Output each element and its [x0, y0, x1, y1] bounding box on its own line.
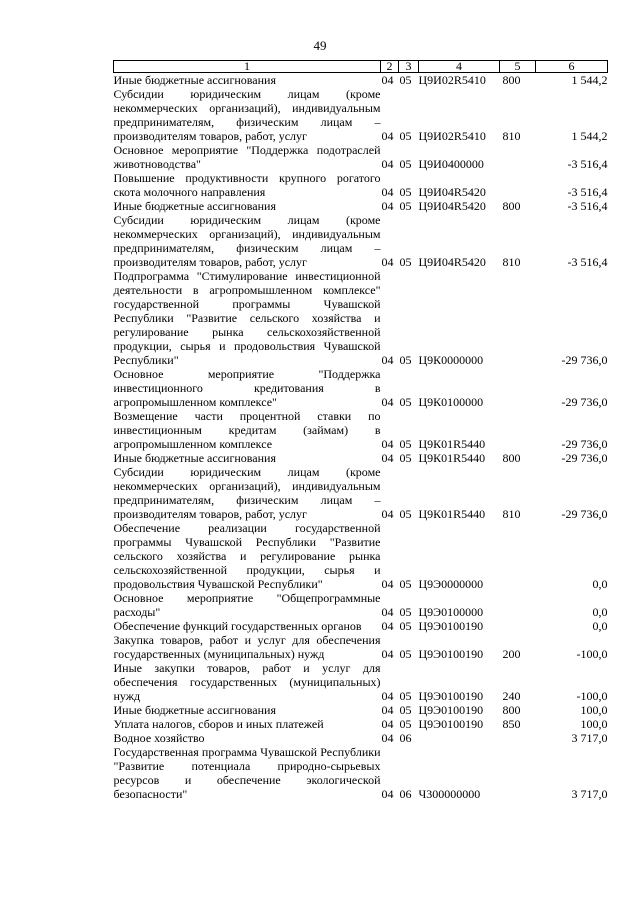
- row-amount: 0,0: [592, 577, 608, 591]
- row-subsection-code: 05: [399, 703, 412, 717]
- table-row: [114, 731, 608, 745]
- row-target-code: Ц9К0000000: [418, 353, 484, 367]
- row-subsection-code: 05: [399, 451, 412, 465]
- row-name: Закупка товаров, работ и услуг для обеспечения государственных (муниципальных) нужд: [113, 633, 381, 661]
- header-row: [114, 61, 608, 73]
- table-row: [114, 633, 608, 661]
- row-section-code: 04: [381, 185, 394, 199]
- row-section-code: 04: [381, 73, 394, 87]
- row-target-code: Ц9И02R5410: [418, 73, 486, 87]
- page-number: 49: [313, 38, 327, 53]
- table-row: [114, 451, 608, 465]
- row-expense-type: 200: [502, 647, 521, 661]
- row-section-code: 04: [381, 619, 394, 633]
- table-row: [114, 213, 608, 269]
- row-expense-type: [500, 745, 536, 801]
- header-col-6: 6: [536, 61, 608, 73]
- row-expense-type: 810: [502, 507, 521, 521]
- row-name: Уплата налогов, сборов и иных платежей: [113, 717, 324, 731]
- row-amount: 100,0: [580, 703, 608, 717]
- row-section-code: 04: [381, 395, 394, 409]
- row-target-code: Ц9К01R5440: [418, 507, 486, 521]
- row-section-code: 04: [381, 437, 394, 451]
- row-target-code: Ц9Э0100190: [418, 717, 484, 731]
- row-name: Подпрограмма "Стимулирование инвестиционной деятельности в агропромышленном комплексе" государственной программы Чувашской Республики "Развитие сельского хозяйства и регулирование рынка сельскохозяйственной продукции, сырья и продовольствия Чувашской Республики": [113, 269, 381, 367]
- row-amount: -3 516,4: [567, 157, 608, 171]
- row-name: Обеспечение реализации государственной программы Чувашской Республики "Развитие сельского хозяйства и регулирование рынка сельскохозяйственной продукции, сырья и продовольствия Чувашской Республики": [113, 521, 381, 591]
- row-expense-type: [500, 619, 536, 633]
- row-target-code: Ц9К01R5440: [418, 437, 486, 451]
- row-target-code: Ц9Э0100190: [418, 703, 484, 717]
- row-amount: -3 516,4: [567, 255, 608, 269]
- row-subsection-code: 05: [399, 577, 412, 591]
- row-name: Субсидии юридическим лицам (кроме некоммерческих организаций), индивидуальным предпринимателям, физическим лицам – производителям товаров, работ, услуг: [113, 213, 381, 269]
- row-target-code: Ц9Э0100190: [418, 689, 484, 703]
- row-section-code: 04: [381, 787, 394, 801]
- row-expense-type: 810: [502, 255, 521, 269]
- table-row: [114, 661, 608, 703]
- table-row: [114, 703, 608, 717]
- row-expense-type: [500, 731, 536, 745]
- row-amount: -100,0: [576, 689, 608, 703]
- row-section-code: 04: [381, 507, 394, 521]
- row-subsection-code: 05: [399, 255, 412, 269]
- row-expense-type: 850: [502, 717, 521, 731]
- row-section-code: 04: [381, 157, 394, 171]
- row-expense-type: 240: [502, 689, 521, 703]
- row-amount: -29 736,0: [561, 395, 608, 409]
- row-subsection-code: 06: [399, 787, 412, 801]
- row-target-code: Ц9Э0100000: [418, 605, 484, 619]
- row-expense-type: 800: [502, 73, 521, 87]
- row-name: Иные бюджетные ассигнования: [113, 73, 276, 87]
- row-amount: 1 544,2: [571, 129, 608, 143]
- table-row: [114, 143, 608, 171]
- row-amount: 3 717,0: [571, 787, 608, 801]
- row-name: Иные бюджетные ассигнования: [113, 703, 276, 717]
- row-expense-type: [500, 367, 536, 409]
- row-target-code: Ц9Э0100190: [418, 619, 484, 633]
- row-section-code: 04: [381, 605, 394, 619]
- row-name: Субсидии юридическим лицам (кроме некоммерческих организаций), индивидуальным предпринимателям, физическим лицам – производителям товаров, работ, услуг: [113, 465, 381, 521]
- row-amount: -29 736,0: [561, 451, 608, 465]
- row-section-code: 04: [381, 703, 394, 717]
- row-amount: 100,0: [580, 717, 608, 731]
- table-row: [114, 521, 608, 591]
- row-target-code: Ц9И02R5410: [418, 129, 486, 143]
- row-section-code: 04: [381, 129, 394, 143]
- row-amount: 0,0: [592, 605, 608, 619]
- row-amount: 0,0: [592, 619, 608, 633]
- row-subsection-code: 05: [399, 199, 412, 213]
- row-amount: -29 736,0: [561, 507, 608, 521]
- row-name: Повышение продуктивности крупного рогатого скота молочного направления: [113, 171, 381, 199]
- table-row: [114, 73, 608, 88]
- row-target-code: Ц9К01R5440: [418, 451, 486, 465]
- row-amount: -29 736,0: [561, 437, 608, 451]
- row-name: Субсидии юридическим лицам (кроме некоммерческих организаций), индивидуальным предпринимателям, физическим лицам – производителям товаров, работ, услуг: [113, 87, 381, 143]
- table-row: [114, 465, 608, 521]
- row-target-code: Ц9И04R5420: [418, 199, 486, 213]
- row-name: Основное мероприятие "Поддержка инвестиционного кредитования в агропромышленном комплексе": [113, 367, 381, 409]
- table-row: [114, 199, 608, 213]
- row-name: Основное мероприятие "Поддержка подотраслей животноводства": [113, 143, 381, 171]
- table-row: [114, 87, 608, 143]
- row-section-code: 04: [381, 647, 394, 661]
- table-row: [114, 409, 608, 451]
- row-target-code: Ц9Э0100190: [418, 647, 484, 661]
- row-target-code: Ч300000000: [418, 787, 481, 801]
- row-subsection-code: 05: [399, 157, 412, 171]
- header-col-2: 2: [381, 61, 399, 73]
- row-subsection-code: 05: [399, 437, 412, 451]
- row-expense-type: [500, 171, 536, 199]
- row-target-code: [419, 731, 500, 745]
- row-expense-type: [500, 591, 536, 619]
- row-name: Иные бюджетные ассигнования: [113, 451, 276, 465]
- row-name: Обеспечение функций государственных органов: [113, 619, 362, 633]
- row-target-code: Ц9К0100000: [418, 395, 484, 409]
- header-col-3: 3: [399, 61, 419, 73]
- row-target-code: Ц9И04R5420: [418, 185, 486, 199]
- row-subsection-code: 05: [399, 619, 412, 633]
- row-expense-type: 810: [502, 129, 521, 143]
- row-section-code: 04: [381, 577, 394, 591]
- header-col-1: 1: [114, 61, 381, 73]
- row-expense-type: 800: [502, 199, 521, 213]
- row-section-code: 04: [381, 451, 394, 465]
- row-subsection-code: 05: [399, 353, 412, 367]
- row-subsection-code: 05: [399, 605, 412, 619]
- table-row: [114, 619, 608, 633]
- row-name: Возмещение части процентной ставки по инвестиционным кредитам (займам) в агропромышленном комплексе: [113, 409, 381, 451]
- row-subsection-code: 06: [399, 731, 412, 745]
- header-col-5: 5: [500, 61, 536, 73]
- row-amount: 3 717,0: [571, 731, 608, 745]
- row-subsection-code: 05: [399, 507, 412, 521]
- row-expense-type: 800: [502, 703, 521, 717]
- row-expense-type: [500, 521, 536, 591]
- row-target-code: Ц9Э0000000: [418, 577, 484, 591]
- row-section-code: 04: [381, 199, 394, 213]
- row-subsection-code: 05: [399, 647, 412, 661]
- row-section-code: 04: [381, 689, 394, 703]
- row-expense-type: [500, 143, 536, 171]
- row-section-code: 04: [381, 353, 394, 367]
- row-expense-type: [500, 409, 536, 451]
- row-subsection-code: 05: [399, 395, 412, 409]
- budget-table: [113, 60, 608, 801]
- row-subsection-code: 05: [399, 689, 412, 703]
- row-target-code: Ц9И04R5420: [418, 255, 486, 269]
- row-subsection-code: 05: [399, 185, 412, 199]
- row-amount: -3 516,4: [567, 199, 608, 213]
- row-name: Государственная программа Чувашской Республики "Развитие потенциала природно-сырьевых ресурсов и обеспечение экологической безопасности": [113, 745, 381, 801]
- row-subsection-code: 05: [399, 129, 412, 143]
- row-name: Иные закупки товаров, работ и услуг для обеспечения государственных (муниципальных) нужд: [113, 661, 381, 703]
- table-row: [114, 717, 608, 731]
- row-amount: -29 736,0: [561, 353, 608, 367]
- row-section-code: 04: [381, 731, 394, 745]
- table-row: [114, 591, 608, 619]
- row-name: Иные бюджетные ассигнования: [113, 199, 276, 213]
- row-section-code: 04: [381, 255, 394, 269]
- row-amount: -3 516,4: [567, 185, 608, 199]
- header-col-4: 4: [419, 61, 500, 73]
- table-row: [114, 745, 608, 801]
- table-row: [114, 269, 608, 367]
- row-amount: 1 544,2: [571, 73, 608, 87]
- row-expense-type: [500, 269, 536, 367]
- row-amount: -100,0: [576, 647, 608, 661]
- row-expense-type: 800: [502, 451, 521, 465]
- row-name: Основное мероприятие "Общепрограммные расходы": [113, 591, 381, 619]
- row-target-code: Ц9И0400000: [418, 157, 484, 171]
- table-row: [114, 367, 608, 409]
- row-subsection-code: 05: [399, 73, 412, 87]
- row-subsection-code: 05: [399, 717, 412, 731]
- row-name: Водное хозяйство: [113, 731, 205, 745]
- table-row: [114, 171, 608, 199]
- row-section-code: 04: [381, 717, 394, 731]
